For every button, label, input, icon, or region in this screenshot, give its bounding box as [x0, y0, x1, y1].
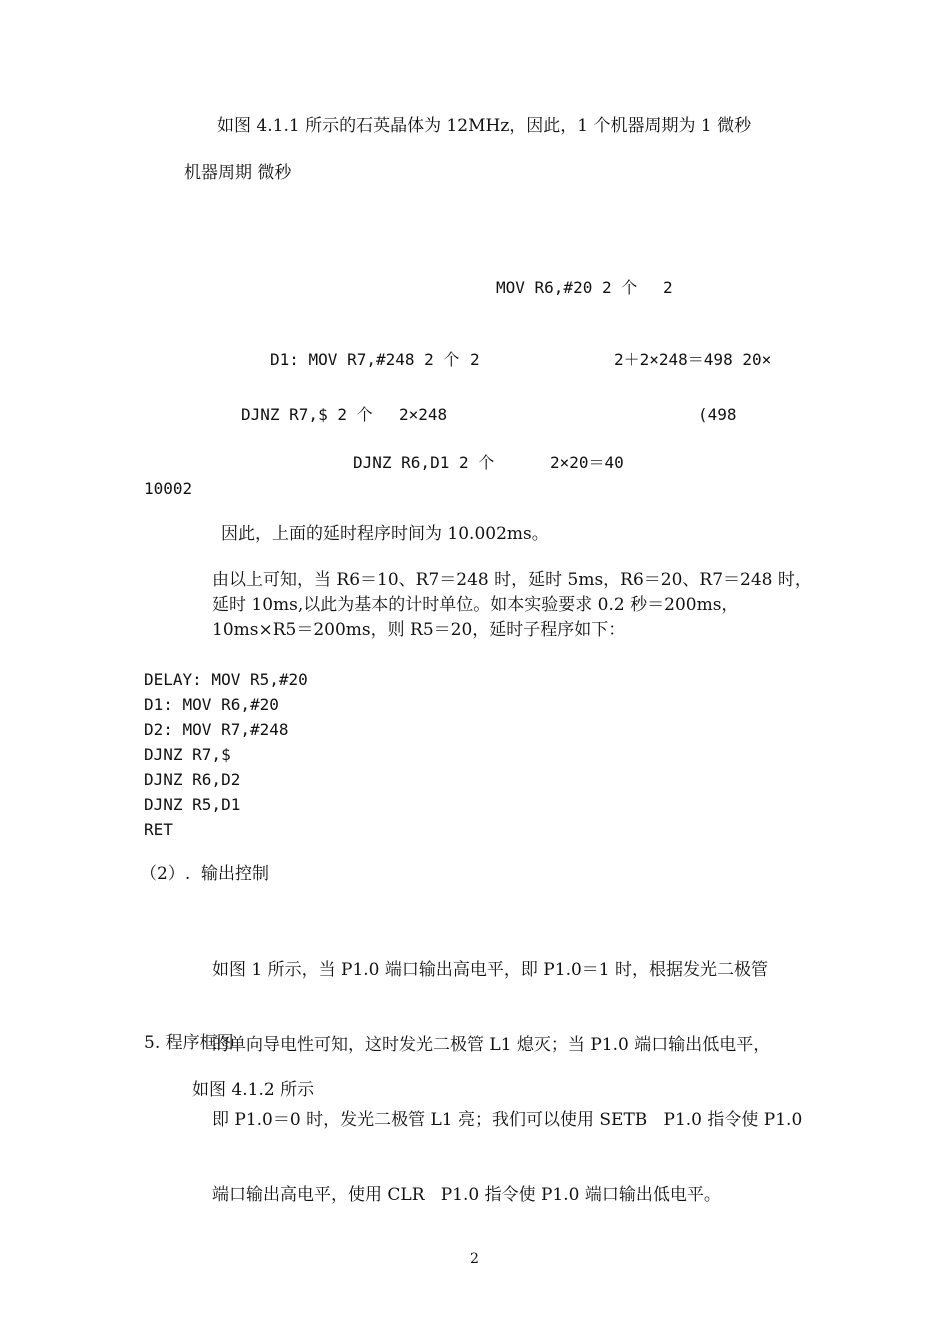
section-5-text: 如图 4.1.2 所示 [192, 1080, 315, 1100]
d1-instruction: D1: MOV R7,#248 2 个 [270, 350, 460, 369]
code-line: RET [144, 820, 173, 839]
intro-line-2: 机器周期 微秒 [184, 163, 292, 183]
paren-498: (498 [698, 405, 737, 424]
output-control-paragraph [212, 908, 802, 1233]
code-line: D2: MOV R7,#248 [144, 720, 289, 739]
output-line-3: 即 P1.0＝0 时，发光二极管 L1 亮；我们可以使用 SETB P1.0 指令使 P1.0 [212, 1110, 803, 1130]
explain-line-3: 10ms×R5＝200ms，则 R5＝20，延时子程序如下： [212, 620, 626, 640]
djnz-r7-cycles: 2×248 [399, 405, 448, 424]
intro-line-1: 如图 4.1.1 所示的石英晶体为 12MHz，因此，1 个机器周期为 1 微秒 [217, 116, 752, 136]
djnz-r6-instruction: DJNZ R6,D1 2 个 [353, 453, 495, 472]
code-line: DJNZ R6,D2 [144, 770, 241, 789]
code-listing [144, 667, 308, 842]
code-line: D1: MOV R6,#20 [144, 695, 279, 714]
inner-loop-calc: 2＋2×248＝498 20× [614, 350, 772, 369]
code-line: DJNZ R5,D1 [144, 795, 241, 814]
djnz-r7-instruction: DJNZ R7,$ 2 个 [241, 405, 373, 424]
output-line-4: 端口输出高电平，使用 CLR P1.0 指令使 P1.0 端口输出低电平。 [212, 1185, 721, 1205]
conclusion-text: 因此，上面的延时程序时间为 10.002ms。 [221, 524, 549, 544]
section-2-heading: （2）. 输出控制 [140, 864, 270, 884]
d1-cycles: 2 [470, 350, 480, 369]
djnz-r6-cycles: 2×20＝40 [550, 453, 624, 472]
total-cycles: 10002 [144, 479, 193, 498]
r6-cycles: 2 [663, 278, 673, 297]
page-number: 2 [470, 1251, 479, 1267]
section-5-heading: 5. 程序框图 [144, 1033, 234, 1053]
code-line: DJNZ R7,$ [144, 745, 231, 764]
explain-paragraph [212, 568, 812, 643]
r6-instruction: MOV R6,#20 2 个 [496, 278, 638, 297]
explain-line-2: 延时 10ms,以此为基本的计时单位。如本实验要求 0.2 秒＝200ms， [212, 595, 739, 615]
explain-line-1: 由以上可知，当 R6＝10、R7＝248 时，延时 5ms，R6＝20、R7＝248 时， [212, 570, 812, 590]
code-line: DELAY: MOV R5,#20 [144, 670, 308, 689]
output-line-2: 的单向导电性可知，这时发光二极管 L1 熄灭；当 P1.0 端口输出低电平， [212, 1035, 771, 1055]
output-line-1: 如图 1 所示，当 P1.0 端口输出高电平，即 P1.0＝1 时，根据发光二极管 [212, 960, 769, 980]
